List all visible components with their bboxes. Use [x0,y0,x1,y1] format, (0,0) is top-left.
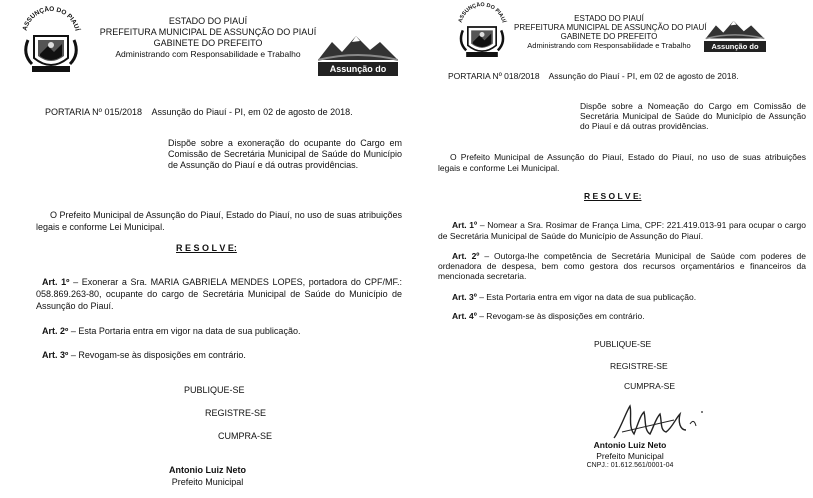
right-document [410,0,813,498]
header-prefeitura: PREFEITURA MUNICIPAL DE ASSUNÇÃO DO PIAUÍ [99,27,317,37]
header-gabinete: GABINETE DO PREFEITO [560,32,658,41]
cnpj: CNPJ.: 01.612.561/0001-04 [586,462,674,469]
article-3-text: – Esta Portaria entra em vigor na data de sua publicação. [479,292,697,302]
svg-text:ASSUNÇÃO DO PIAUÍ: ASSUNÇÃO DO PIAUÍ [457,2,507,24]
article-1-label: Art. 1º [452,220,478,230]
article-3-text: – Revogam-se às disposições em contrário. [70,350,246,360]
portaria-line: PORTARIA Nº 015/2018 Assunção do Piauí - PI, em 02 de agosto de 2018. [45,107,353,117]
article-4-text: – Revogam-se às disposições em contrário. [479,311,645,321]
article-3-label: Art. 3º [42,350,69,360]
ementa: Dispõe sobre a Nomeação do Cargo em Comissão de Secretária Municipal de Saúde do Município de Assunção do Piauí e dá outras providências. [580,101,806,131]
resolve-heading: R E S O L V E: [176,243,237,253]
logo-text: Assunção do Piauí [318,62,398,76]
header-slogan: Administrando com Responsabilidade e Trabalho [115,49,301,59]
municipal-logo [318,32,398,88]
svg-text:ASSUNÇÃO DO PIAUÍ: ASSUNÇÃO DO PIAUÍ [21,6,81,32]
registre-se: REGISTRE-SE [610,361,668,371]
article-2 [438,251,806,281]
article-2-text: – Outorga-lhe competência de Secretária Municipal de Saúde com poderes de ordenadora de despesa, bem como gestora dos recursos orçamentários e financeiros da mencionada secretaria. [438,251,806,281]
municipal-logo [704,18,766,62]
article-4 [452,311,645,321]
logo-text: Assunção do Piauí [704,41,766,52]
portaria-line: PORTARIA Nº 018/2018 Assunção do Piauí - PI, em 02 de agosto de 2018. [448,71,739,81]
publique-se: PUBLIQUE-SE [184,385,245,395]
article-3 [452,292,696,302]
article-1 [438,220,806,242]
municipal-crest-icon [18,6,84,78]
article-3 [42,350,246,360]
ementa: Dispõe sobre a exoneração do ocupante do Cargo em Comissão de Secretária Municipal de Saúde do Município de Assunção do Piauí e dá outras providências. [168,138,402,170]
article-2-label: Art. 2º [452,251,480,261]
header-state: ESTADO DO PIAUÍ [168,16,248,26]
handwritten-signature [610,400,706,442]
signer-role: Prefeito Municipal [596,451,664,461]
preamble: O Prefeito Municipal de Assunção do Piauí, Estado do Piauí, no uso de suas atribuições legais e conforme Lei Municipal. [438,152,806,173]
signer-role: Prefeito Municipal [171,477,244,487]
header-prefeitura: PREFEITURA MUNICIPAL DE ASSUNÇÃO DO PIAUÍ [514,23,707,32]
preamble: O Prefeito Municipal de Assunção do Piauí, Estado do Piauí, no uso de suas atribuições legais e conforme Lei Municipal. [36,210,402,232]
mountain-logo-icon [318,32,398,62]
article-2-label: Art. 2º [42,326,69,336]
article-2 [42,326,300,336]
signer-name: Antonio Luiz Neto [593,440,667,450]
article-1-text: – Exonerar a Sra. MARIA GABRIELA MENDES LOPES, portadora do CPF/MF.: 058.869.263-80, ocupante do cargo de Secretária Municipal de Saúde do Município de Assunção do Piauí. [36,277,403,311]
mountain-logo-icon [704,18,766,40]
header-gabinete: GABINETE DO PREFEITO [153,38,263,48]
cumpra-se: CUMPRA-SE [624,381,676,391]
signer-name: Antonio Luiz Neto [169,465,246,475]
header-state: ESTADO DO PIAUÍ [574,14,644,23]
article-2-text: – Esta Portaria entra em vigor na data de sua publicação. [70,326,301,336]
header-slogan: Administrando com Responsabilidade e Trabalho [527,41,691,50]
article-1-text: – Nomear a Sra. Rosimar de França Lima, CPF: 221.419.013-91 para ocupar o cargo de Secretária Municipal de Saúde do Município de Assunção do Piauí. [438,220,806,241]
article-3-label: Art. 3º [452,292,477,302]
registre-se: REGISTRE-SE [205,408,267,418]
cumpra-se: CUMPRA-SE [218,431,273,441]
article-1 [36,276,402,312]
resolve-heading: R E S O L V E: [584,191,642,201]
article-4-label: Art. 4º [452,311,477,321]
article-1-label: Art. 1º [42,277,70,287]
municipal-crest-icon [452,2,512,62]
publique-se: PUBLIQUE-SE [594,339,652,349]
